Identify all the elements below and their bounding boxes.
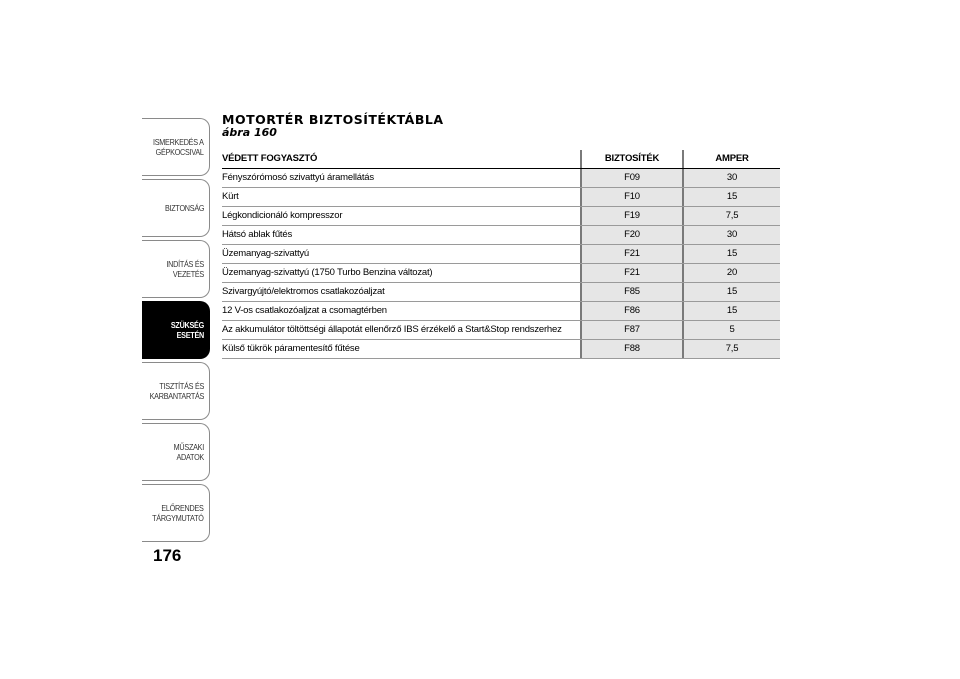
amp-cell: 15 <box>684 283 780 301</box>
amp-cell: 7,5 <box>684 207 780 225</box>
table-row <box>222 321 780 340</box>
consumer-cell: Légkondicionáló kompresszor <box>222 210 343 221</box>
consumer-cell: Üzemanyag-szivattyú (1750 Turbo Benzina változat) <box>222 267 433 278</box>
fuse-cell: F21 <box>582 264 682 282</box>
amp-cell: 7,5 <box>684 340 780 358</box>
amp-cell: 20 <box>684 264 780 282</box>
tab-label: SZÜKSÉG ESETÉN <box>170 320 204 340</box>
amp-cell: 15 <box>684 302 780 320</box>
fuse-cell: F09 <box>582 169 682 187</box>
fuse-cell: F10 <box>582 188 682 206</box>
fuse-cell: F21 <box>582 245 682 263</box>
tab-label: TISZTÍTÁS ÉS KARBANTARTÁS <box>149 381 204 401</box>
table-row <box>222 207 780 226</box>
table-row <box>222 226 780 245</box>
consumer-cell: Külső tükrök páramentesítő fűtése <box>222 343 360 354</box>
amp-cell: 15 <box>684 245 780 263</box>
consumer-cell: Az akkumulátor töltöttségi állapotát ellenőrző IBS érzékelő a Start&Stop rendszerhez <box>222 324 562 335</box>
header-amp: AMPER <box>715 153 749 164</box>
amp-cell: 5 <box>684 321 780 339</box>
consumer-cell: Szivargyújtó/elektromos csatlakozóaljzat <box>222 286 385 297</box>
table-row <box>222 302 780 321</box>
consumer-cell: Hátsó ablak fűtés <box>222 229 293 240</box>
fuse-cell: F19 <box>582 207 682 225</box>
header-fuse: BIZTOSÍTÉK <box>604 153 660 164</box>
page-title: MOTORTÉR BIZTOSÍTÉKTÁBLA <box>222 112 444 127</box>
tab-label: INDÍTÁS ÉS VEZETÉS <box>166 259 204 279</box>
tab-tisztitas[interactable] <box>142 362 210 420</box>
fuse-table <box>222 150 780 359</box>
tab-inditas[interactable] <box>142 240 210 298</box>
table-row <box>222 245 780 264</box>
consumer-cell: Üzemanyag-szivattyú <box>222 248 310 259</box>
fuse-cell: F85 <box>582 283 682 301</box>
tab-label: ISMERKEDÉS A GÉPKOCSIVAL <box>153 137 204 157</box>
tab-szukseg-eseten[interactable] <box>142 301 210 359</box>
figure-reference: ábra 160 <box>222 126 277 139</box>
consumer-cell: Kürt <box>222 191 239 202</box>
tab-targymutato[interactable] <box>142 484 210 542</box>
page-number: 176 <box>153 546 182 565</box>
fuse-cell: F86 <box>582 302 682 320</box>
tab-label: ELŐRENDES TÁRGYMUTATÓ <box>152 503 204 523</box>
fuse-cell: F20 <box>582 226 682 244</box>
table-row <box>222 188 780 207</box>
table-row <box>222 264 780 283</box>
tab-muszaki-adatok[interactable] <box>142 423 210 481</box>
fuse-cell: F87 <box>582 321 682 339</box>
table-header-row <box>222 150 780 169</box>
consumer-cell: Fényszórómosó szivattyú áramellátás <box>222 172 374 183</box>
tab-biztonsag[interactable] <box>142 179 210 237</box>
table-row <box>222 169 780 188</box>
fuse-cell: F88 <box>582 340 682 358</box>
amp-cell: 15 <box>684 188 780 206</box>
table-row <box>222 340 780 359</box>
tab-label: MŰSZAKI ADATOK <box>173 442 204 462</box>
consumer-cell: 12 V-os csatlakozóaljzat a csomagtérben <box>222 305 387 316</box>
table-row <box>222 283 780 302</box>
amp-cell: 30 <box>684 226 780 244</box>
tab-ismerkedes[interactable] <box>142 118 210 176</box>
amp-cell: 30 <box>684 169 780 187</box>
tab-label: BIZTONSÁG <box>164 203 204 213</box>
header-consumer: VÉDETT FOGYASZTÓ <box>222 153 318 164</box>
